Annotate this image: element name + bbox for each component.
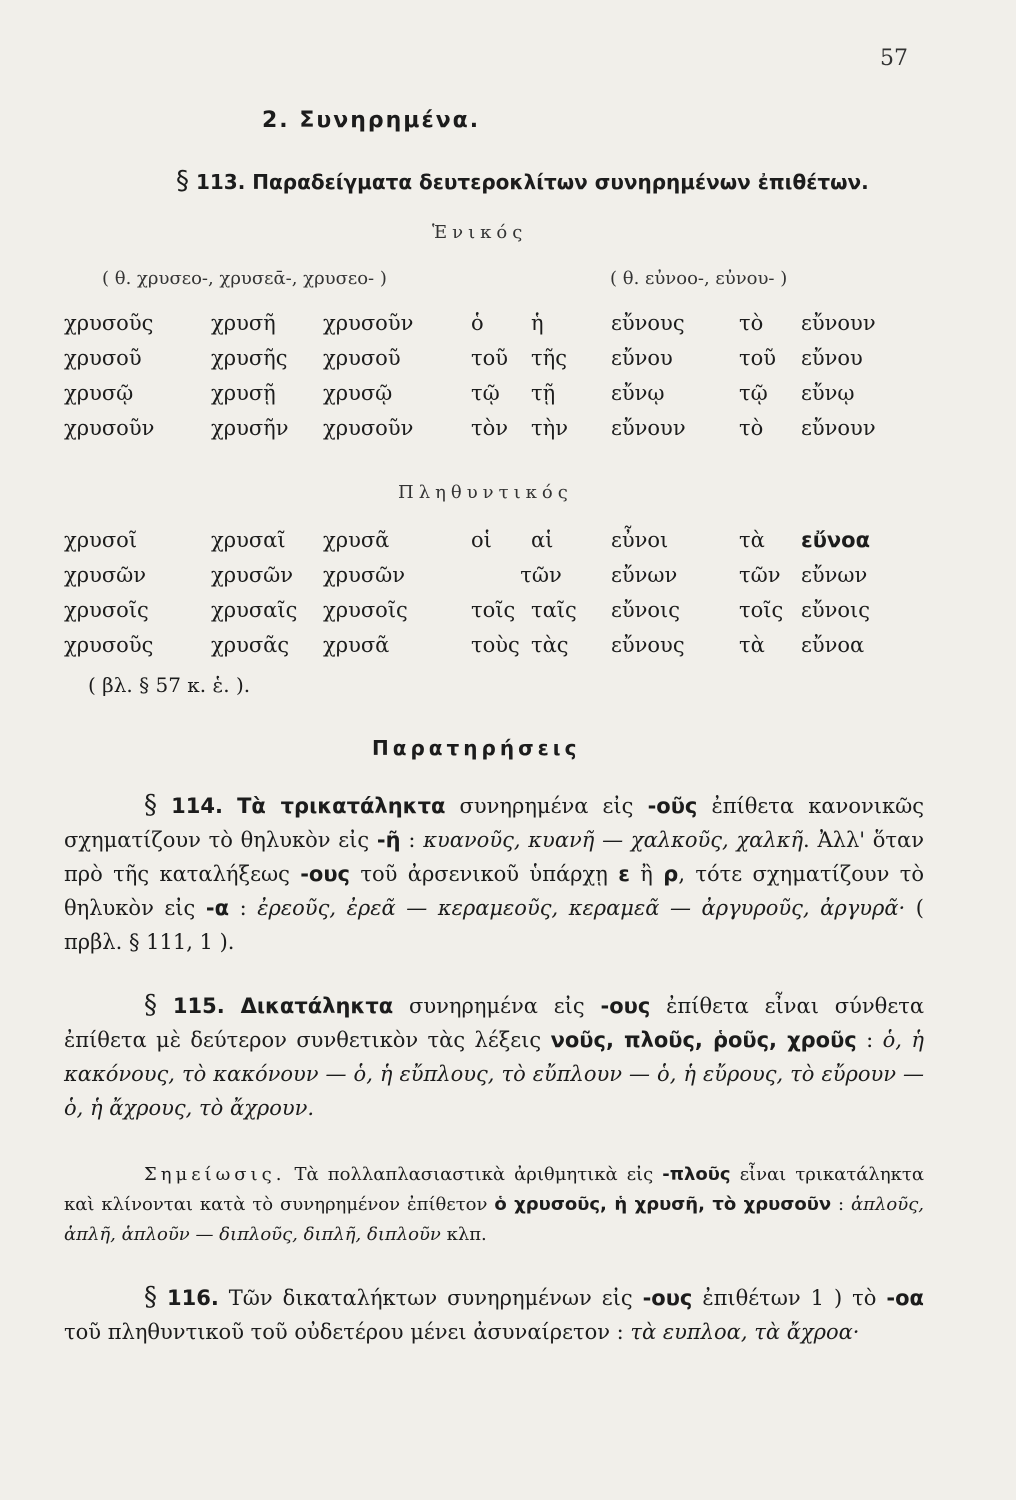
section-113-number: 113. xyxy=(195,170,246,194)
section-115-lead: Δικατάληκτα xyxy=(240,994,394,1018)
table-row xyxy=(64,627,921,662)
text-run: Τῶν δικαταλήκτων συνηρημένων εἰς xyxy=(218,1286,643,1310)
table-cell: χρυσοῦς xyxy=(64,310,154,335)
table-cell: τοῦ xyxy=(739,345,777,370)
table-cell: χρυσοῦν xyxy=(323,415,414,440)
section-sign: § xyxy=(144,1282,157,1312)
table-cell: τῷ xyxy=(739,380,768,405)
table-row xyxy=(64,592,921,627)
table-cell: εὔνουν xyxy=(801,415,876,440)
section-113-heading xyxy=(176,166,869,196)
letter-term: ρ xyxy=(663,862,679,886)
ending-term: -α xyxy=(205,896,230,920)
table-cell: χρυσᾶ xyxy=(323,527,390,552)
section-sign: § xyxy=(176,166,189,196)
text-run: συνηρημένα εἰς xyxy=(445,794,648,818)
table-cell: χρυσοῖς xyxy=(64,597,149,622)
text-run: τοῦ πληθυντικοῦ τοῦ οὐδετέρου μένει ἀσυναίρετον : xyxy=(64,1320,631,1344)
ending-term: -ους xyxy=(600,994,651,1018)
table-cell: χρυσᾶς xyxy=(211,632,290,657)
table-cell: χρυσῆ xyxy=(211,310,276,335)
table-cell: χρυσῇ xyxy=(211,380,276,405)
table-cell: τὸν xyxy=(471,415,509,440)
table-cell: χρυσοῖ xyxy=(64,527,138,552)
table-cell: αἱ xyxy=(531,527,554,552)
table-cell: χρυσοῦς xyxy=(64,632,154,657)
compound-words: νοῦς, πλοῦς, ῥοῦς, χροῦς xyxy=(550,1028,857,1052)
table-cell: χρυσῶν xyxy=(64,562,147,587)
table-row xyxy=(64,305,921,340)
observations-heading: Παρατηρήσεις xyxy=(372,736,581,760)
stems-right: ( θ. εὐνοο-, εὐνου- ) xyxy=(610,268,788,289)
table-cell: χρυσῷ xyxy=(64,380,134,405)
table-cell: χρυσῶν xyxy=(211,562,294,587)
table-cell: χρυσοῦ xyxy=(323,345,401,370)
table-row xyxy=(64,375,921,410)
table-cell: τὴν xyxy=(531,415,568,440)
ending-term: -οῦς xyxy=(647,794,698,818)
table-cell: τοῖς xyxy=(471,597,516,622)
table-cell: εὔνου xyxy=(801,345,863,370)
singular-heading: Ἑνικός xyxy=(432,222,528,243)
letter-term: ε xyxy=(618,862,630,886)
text-run: εἶναι τρικατάληκτα καὶ κλίνονται κατὰ τὸ συνηρημένον ἐπίθετον xyxy=(64,1164,924,1215)
table-cell: ὁ xyxy=(471,310,484,335)
example-words: τὰ ευπλοα, τὰ ἄχροα· xyxy=(630,1320,860,1344)
table-row xyxy=(64,557,921,592)
table-cell: χρυσαῖ xyxy=(211,527,286,552)
plural-table xyxy=(64,522,921,662)
text-run: ἐπίθετα κανονικῶς σχηματίζουν τὸ θηλυκὸν εἰς xyxy=(64,794,924,852)
text-run: : xyxy=(856,1028,883,1052)
table-cell: χρυσῆν xyxy=(211,415,289,440)
table-cell: τὰς xyxy=(531,632,569,657)
text-run: ( πρβλ. § 111, 1 ). xyxy=(64,896,924,954)
chapter-title: 2. Συνηρημένα. xyxy=(262,108,481,133)
table-cell: χρυσῶν xyxy=(323,562,406,587)
table-cell: τὰ xyxy=(739,632,765,657)
text-run: : xyxy=(400,828,424,852)
ending-term: -ῆ xyxy=(376,828,401,852)
table-cell: τῶν xyxy=(520,562,562,587)
table-row xyxy=(64,340,921,375)
text-run: συνηρημένα εἰς xyxy=(393,994,601,1018)
section-115-number: 115. xyxy=(172,994,225,1018)
plural-reference: ( βλ. § 57 κ. ἑ. ). xyxy=(88,673,251,697)
section-sign: § xyxy=(144,790,157,820)
ending-term: -ους xyxy=(642,1286,693,1310)
text-run: Τὰ πολλαπλασιαστικὰ ἀριθμητικὰ εἰς xyxy=(285,1164,663,1185)
table-cell: χρυσαῖς xyxy=(211,597,298,622)
section-113-title: Παραδείγματα δευτεροκλίτων συνηρημένων ἐπιθέτων. xyxy=(252,170,869,194)
stems-left: ( θ. χρυσεο-, χρυσεᾱ-, χρυσεο- ) xyxy=(102,268,387,289)
section-sign: § xyxy=(144,990,157,1020)
ending-term: -οα xyxy=(886,1286,924,1310)
table-cell: χρυσοῦν xyxy=(64,415,155,440)
section-114-lead: Τὰ τρικατάληκτα xyxy=(237,794,446,818)
table-cell: τοῦ xyxy=(471,345,509,370)
text-run: ἐπιθέτων 1 ) τὸ xyxy=(692,1286,887,1310)
section-116-paragraph xyxy=(64,1280,924,1349)
table-cell: τὰ xyxy=(739,527,765,552)
text-run: : xyxy=(229,896,258,920)
example-words: ἐρεοῦς, ἐρεᾶ — κεραμεοῦς, κεραμεᾶ — ἀργυροῦς, ἀργυρᾶ· xyxy=(257,896,906,920)
plural-heading: Πληθυντικός xyxy=(398,482,573,503)
text-run: ἐπίθετα εἶναι σύνθετα ἐπίθετα μὲ δεύτερον συνθετικὸν τὰς λέξεις xyxy=(64,994,924,1052)
table-cell: εὔνους xyxy=(611,310,685,335)
section-115-paragraph xyxy=(64,988,924,1125)
table-cell: τῇ xyxy=(531,380,556,405)
table-cell: χρυσῷ xyxy=(323,380,393,405)
example-words: ἁπλοῦς, ἁπλῆ, ἁπλοῦν — διπλοῦς, διπλῆ, διπλοῦν xyxy=(64,1194,925,1245)
model-adjective: ὁ χρυσοῦς, ἡ χρυσῆ, τὸ χρυσοῦν xyxy=(494,1194,832,1215)
table-cell: εὔνων xyxy=(801,562,868,587)
table-cell: τῆς xyxy=(531,345,567,370)
table-cell: εὔνουν xyxy=(611,415,686,440)
table-cell: εὔνουν xyxy=(801,310,876,335)
text-run: , τότε σχηματίζουν τὸ θηλυκὸν εἰς xyxy=(64,862,925,920)
table-cell: τῷ xyxy=(471,380,500,405)
singular-table xyxy=(64,305,921,445)
table-cell: εὔνῳ xyxy=(801,380,855,405)
example-words: κυανοῦς, κυανῆ — χαλκοῦς, χαλκῆ xyxy=(423,828,804,852)
text-run: : xyxy=(831,1194,852,1215)
table-cell: ἡ xyxy=(531,310,544,335)
table-cell: εὖνοι xyxy=(611,527,669,552)
table-cell: χρυσοῦ xyxy=(64,345,142,370)
table-row xyxy=(64,522,921,557)
table-cell: οἱ xyxy=(471,527,492,552)
ending-term: -ους xyxy=(300,862,350,886)
table-cell: εὔνοις xyxy=(801,597,871,622)
note-label: Σημείωσις. xyxy=(144,1164,286,1185)
ending-term: -πλοῦς xyxy=(662,1164,731,1185)
section-114-number: 114. xyxy=(171,794,223,818)
section-116-number: 116. xyxy=(166,1286,219,1310)
table-row xyxy=(64,410,921,445)
table-cell: εὔνοα xyxy=(801,632,865,657)
table-cell: ταῖς xyxy=(531,597,577,622)
note-paragraph xyxy=(64,1160,924,1250)
table-cell: τῶν xyxy=(739,562,781,587)
table-cell: εὔνοα xyxy=(801,527,871,552)
table-cell: εὔνου xyxy=(611,345,673,370)
table-cell: τοῖς xyxy=(739,597,784,622)
text-run: . Ἀλλ' ὅταν πρὸ τῆς καταλήξεως xyxy=(64,828,924,886)
section-114-paragraph xyxy=(64,788,924,959)
table-cell: τὸ xyxy=(739,415,764,440)
text-run: τοῦ ἀρσενικοῦ ὑπάρχῃ xyxy=(350,862,619,886)
table-cell: χρυσᾶ xyxy=(323,632,390,657)
table-cell: τὸ xyxy=(739,310,764,335)
table-cell: εὔνοις xyxy=(611,597,681,622)
table-cell: εὔνῳ xyxy=(611,380,665,405)
text-run: κλπ. xyxy=(440,1224,487,1245)
table-cell: εὔνων xyxy=(611,562,678,587)
table-cell: εὔνους xyxy=(611,632,685,657)
page-number: 57 xyxy=(880,46,908,71)
example-words: ὁ, ἡ κακόνους, τὸ κακόνουν — ὁ, ἡ εὔπλους, τὸ εὔπλουν — ὁ, ἡ εὔρους, τὸ εὔρουν — ὁ, ἡ ἄχρους, τὸ ἄχρουν. xyxy=(64,1028,924,1120)
table-cell: τοὺς xyxy=(471,632,520,657)
text-run: ἢ xyxy=(629,862,664,886)
table-cell: χρυσοῖς xyxy=(323,597,408,622)
table-cell: χρυσῆς xyxy=(211,345,288,370)
table-cell: χρυσοῦν xyxy=(323,310,414,335)
